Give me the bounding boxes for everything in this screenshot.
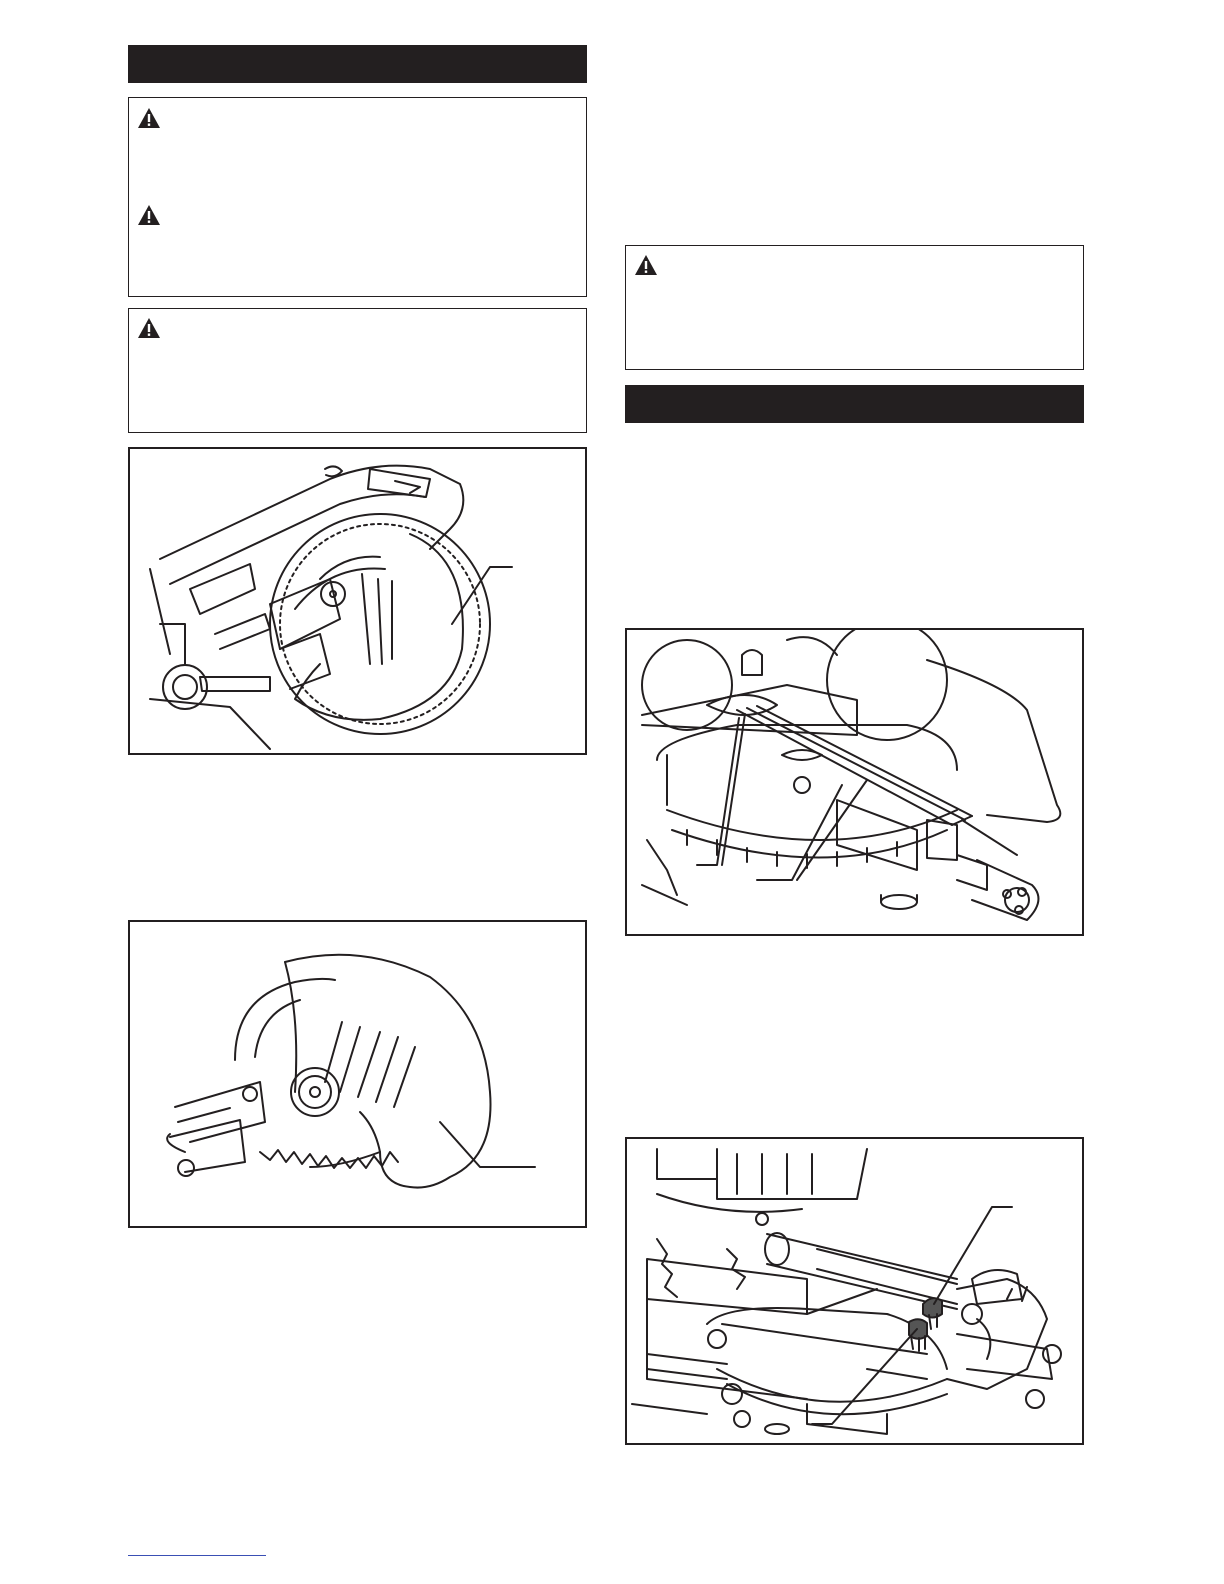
warning-box-1 [128, 97, 587, 297]
adjusting-bolts-figure [625, 1137, 1084, 1445]
blade-guard-front-view-figure [128, 920, 587, 1228]
left-section-header-bar [128, 45, 587, 83]
warning-triangle-icon [137, 204, 161, 226]
warning-triangle-icon [137, 107, 161, 129]
blade-guard-side-view-figure [128, 447, 587, 755]
right-section-header-bar [625, 385, 1084, 423]
warning-triangle-icon [137, 317, 161, 339]
warning-box-3 [625, 245, 1084, 370]
warning-triangle-icon [634, 254, 658, 276]
footer-rule [128, 1555, 266, 1556]
turn-base-kerf-board-figure [625, 628, 1084, 936]
warning-box-2 [128, 308, 587, 433]
